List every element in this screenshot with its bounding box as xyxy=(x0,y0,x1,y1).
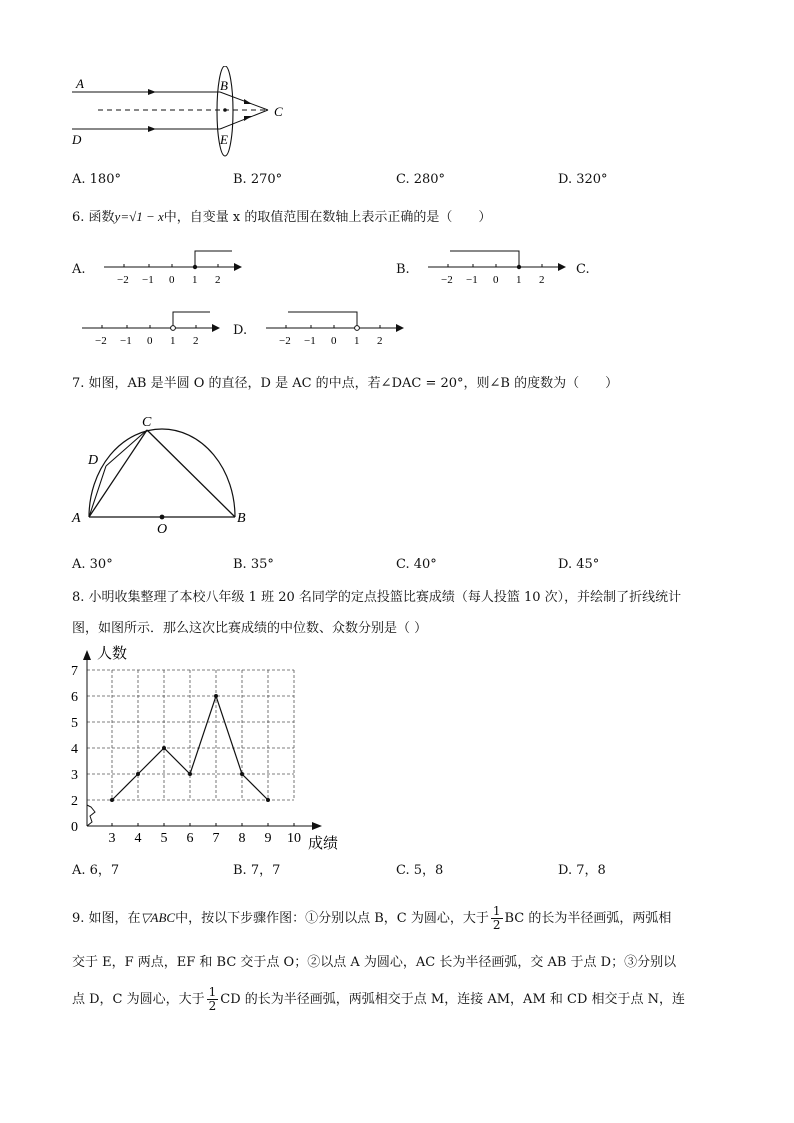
q7-option-b: B. 35° xyxy=(233,557,274,572)
q6-stem-pre: 6. 函数 xyxy=(72,210,115,225)
q8-option-d: D. 7，8 xyxy=(558,863,606,878)
q6-option-c-label: C. xyxy=(576,262,590,277)
q6-stem xyxy=(72,208,491,227)
x-tick-label: 9 xyxy=(264,831,272,846)
q8-option-a: A. 6，7 xyxy=(72,863,120,878)
tick-neg1: −1 xyxy=(466,274,478,286)
y-tick-label: 2 xyxy=(71,794,78,809)
y-axis-arrow xyxy=(83,650,91,660)
x-tick-label: 10 xyxy=(287,831,301,846)
tick-neg2: −2 xyxy=(117,274,129,286)
label-D: D xyxy=(88,453,99,468)
x-tick-label: 4 xyxy=(134,831,142,846)
q9-line3: 点 D，C 为圆心，大于 $\frac{1}{2}$ CD 的长为半径画弧，两弧相交于点 M，连接 AM，AM 和 CD 相交于点 N，连 xyxy=(72,985,686,1013)
tick-0: 0 xyxy=(331,335,337,347)
number-line-a xyxy=(100,246,250,288)
x-axis-arrow xyxy=(312,822,322,830)
tick-neg2: −2 xyxy=(441,274,453,286)
tick-0: 0 xyxy=(147,335,153,347)
tick-1: 1 xyxy=(170,335,176,347)
axis-break xyxy=(87,805,95,826)
q9-line1: 9. 如图，在▽ABC中，按以下步骤作图：①分别以点 B，C 为圆心，大于 $\frac{1}{2}$ BC 的长为半径画弧，两弧相 xyxy=(72,904,672,932)
tick-neg1: −1 xyxy=(304,335,316,347)
label-D: D xyxy=(72,132,82,147)
tick-2: 2 xyxy=(215,274,221,286)
x-tick-label: 8 xyxy=(238,831,246,846)
label-C: C xyxy=(142,415,152,430)
tick-neg2: −2 xyxy=(279,335,291,347)
tick-neg2: −2 xyxy=(95,335,107,347)
data-point xyxy=(136,772,140,776)
data-point xyxy=(162,746,166,750)
q6-option-b-label: B. xyxy=(396,262,410,277)
tick-1: 1 xyxy=(192,274,198,286)
y-tick-label: 7 xyxy=(71,664,78,679)
q7-option-d: D. 45° xyxy=(558,557,600,572)
tick-2: 2 xyxy=(539,274,545,286)
q6-option-d-label: D. xyxy=(233,323,248,338)
q8-option-b: B. 7，7 xyxy=(233,863,281,878)
q5-option-b: B. 270° xyxy=(233,172,283,187)
y-tick-label: 0 xyxy=(71,820,78,835)
q9-line2: 交于 E，F 两点，EF 和 BC 交于点 O；②以点 A 为圆心，AC 长为半径画弧，交 AB 于点 D；③分别以 xyxy=(72,955,677,970)
number-line-c xyxy=(78,307,228,349)
label-B: B xyxy=(220,78,228,93)
number-line-b xyxy=(424,246,574,288)
line-chart xyxy=(60,640,360,852)
q8-option-c: C. 5，8 xyxy=(396,863,444,878)
tick-2: 2 xyxy=(193,335,199,347)
x-tick-label: 5 xyxy=(160,831,168,846)
q8-stem-line1: 8. 小明收集整理了本校八年级 1 班 20 名同学的定点投篮比赛成绩（每人投篮 10 次），并绘制了折线统计 xyxy=(72,590,682,605)
label-A: A xyxy=(72,511,81,526)
data-point xyxy=(214,694,218,698)
y-tick-label: 3 xyxy=(71,768,78,783)
tick-0: 0 xyxy=(169,274,175,286)
y-tick-label: 6 xyxy=(71,690,78,705)
tick-1: 1 xyxy=(516,274,522,286)
label-E: E xyxy=(220,132,228,147)
y-tick-label: 5 xyxy=(71,716,78,731)
x-axis-label: 成绩 xyxy=(308,836,339,852)
label-O: O xyxy=(157,522,168,537)
data-point xyxy=(188,772,192,776)
q6-option-a-label: A. xyxy=(72,262,86,277)
x-tick-label: 3 xyxy=(108,831,116,846)
triangle-abc: ▽ABC xyxy=(140,910,176,925)
x-tick-label: 7 xyxy=(212,831,220,846)
fraction-half: $\frac{1}{2}$ xyxy=(208,985,217,1013)
data-point xyxy=(266,798,270,802)
q6-function: y=√1 − x xyxy=(114,209,164,224)
q5-option-c: C. 280° xyxy=(396,172,446,187)
semicircle-figure xyxy=(66,410,256,538)
data-point xyxy=(110,798,114,802)
fraction-half: $\frac{1}{2}$ xyxy=(492,904,501,932)
q6-stem-post: 中，自变量 x 的取值范围在数轴上表示正确的是（ ） xyxy=(163,210,492,225)
y-axis-label: 人数 xyxy=(97,646,128,662)
tick-0: 0 xyxy=(493,274,499,286)
data-point xyxy=(240,772,244,776)
x-tick-label: 6 xyxy=(186,831,194,846)
lens-figure xyxy=(68,66,298,162)
q7-stem: 7. 如图，AB 是半圆 O 的直径，D 是 AC 的中点，若∠DAC = 20°，则∠B 的度数为（ ） xyxy=(72,376,619,391)
tick-2: 2 xyxy=(377,335,383,347)
q5-option-a: A. 180° xyxy=(72,172,121,187)
label-B: B xyxy=(237,511,246,526)
label-C: C xyxy=(274,104,283,119)
q7-option-c: C. 40° xyxy=(396,557,437,572)
label-A: A xyxy=(76,76,84,91)
tick-1: 1 xyxy=(354,335,360,347)
number-line-d xyxy=(262,307,412,349)
tick-neg1: −1 xyxy=(142,274,154,286)
q8-stem-line2: 图，如图所示．那么这次比赛成绩的中位数、众数分别是（ ） xyxy=(72,621,428,636)
y-tick-label: 4 xyxy=(71,742,78,757)
q7-option-a: A. 30° xyxy=(72,557,113,572)
q5-option-d: D. 320° xyxy=(558,172,608,187)
tick-neg1: −1 xyxy=(120,335,132,347)
